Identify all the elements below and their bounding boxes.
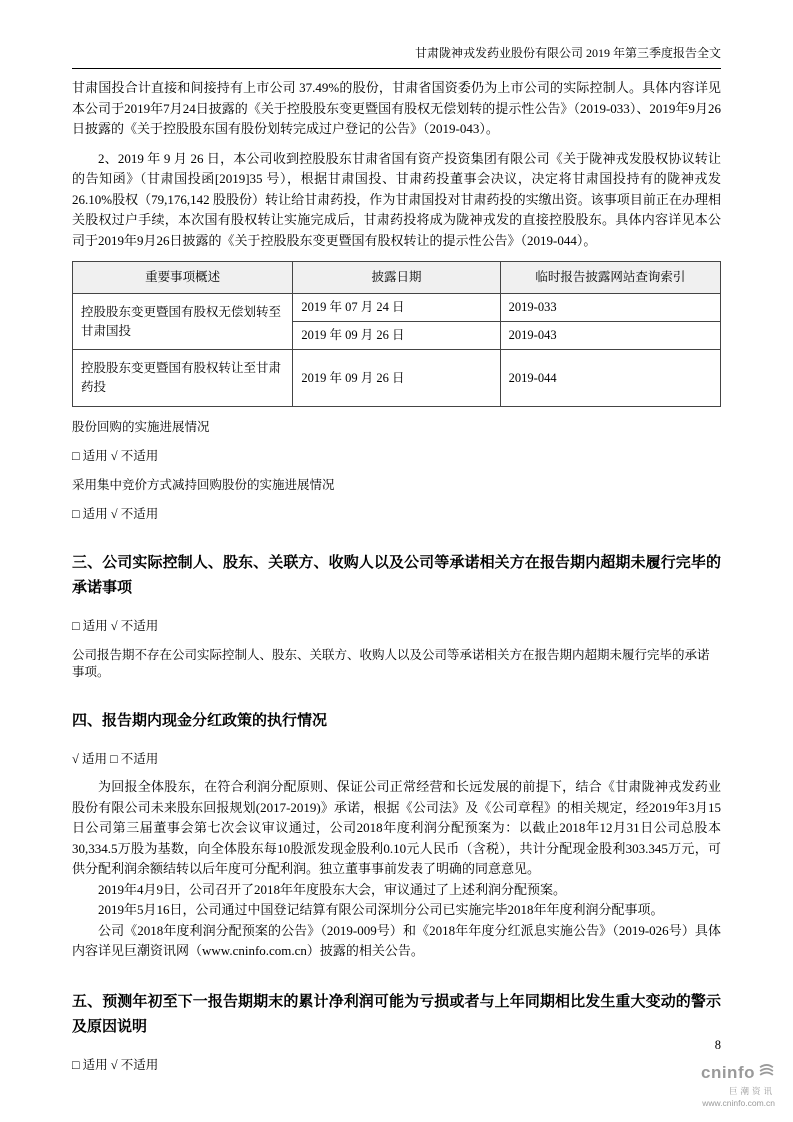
cninfo-wordmark: cninfo	[701, 1063, 755, 1082]
table-cell-summary: 控股股东变更暨国有股权转让至甘肃药投	[73, 350, 293, 407]
page-header	[72, 46, 721, 69]
section4-applicability: √ 适用 □ 不适用	[72, 752, 159, 766]
table-header-date: 披露日期	[293, 262, 500, 294]
cninfo-chinese-name: 巨潮资讯	[728, 1086, 775, 1096]
intro-paragraph-1: 甘肃国投合计直接和间接持有上市公司 37.49%的股份，甘肃省国资委仍为上市公司的实际控制人。具体内容详见本公司于2019年7月24日披露的《关于控股股东变更暨国有股权无偿划转的提示性公告》（2019-033）、2019年9月26日披露的《关于控股股东国有股份划转完成过户登记的公告》（2019-043）。	[72, 80, 721, 136]
intro-paragraph-2: 2、2019 年 9 月 26 日，本公司收到控股股东甘肃省国有资产投资集团有限公司《关于陇神戎发股权协议转让的告知函》（甘肃国投函[2019]35 号），根据甘肃国投、甘肃药投董事会决议，决定将甘肃国投持有的陇神戎发 26.10%股权（79,176,142 股股份）转让给甘肃药投，作为甘肃国投对甘肃药投的实缴出资。该事项目前正在办理相关股权过户手续，本次国有股权转让实施完成后，甘肃药投将成为陇神戎发的直接控股股东。具体内容详见本公司于2019年9月26日披露的《关于控股股东变更暨国有股权转让的提示性公告》（2019-044）。	[72, 150, 721, 248]
section3-applicability: □ 适用 √ 不适用	[72, 619, 159, 633]
cninfo-logo-row	[701, 1062, 775, 1084]
table-row	[73, 294, 721, 322]
table-cell-index: 2019-033	[500, 294, 720, 322]
cninfo-logo	[701, 1062, 775, 1108]
section4-paragraph-3: 2019年5月16日，公司通过中国登记结算有限公司深圳分公司已实施完毕2018年年度利润分配事项。	[98, 902, 664, 917]
cninfo-swirl-icon	[758, 1062, 775, 1084]
section3-heading: 三、公司实际控制人、股东、关联方、收购人以及公司等承诺相关方在报告期内超期未履行完毕的承诺事项	[72, 554, 721, 596]
table-header-index: 临时报告披露网站查询索引	[500, 262, 720, 294]
table-row	[73, 350, 721, 407]
buyback-reduction-applicability: □ 适用 √ 不适用	[72, 507, 159, 521]
table-cell-index: 2019-043	[500, 322, 720, 350]
header-title: 甘肃陇神戎发药业股份有限公司 2019 年第三季度报告全文	[414, 46, 721, 60]
disclosure-table	[72, 261, 721, 407]
table-cell-summary: 控股股东变更暨国有股权无偿划转至甘肃国投	[73, 294, 293, 350]
table-header-summary: 重要事项概述	[73, 262, 293, 294]
table-cell-date: 2019 年 09 月 26 日	[293, 350, 500, 407]
buyback-reduction-label: 采用集中竞价方式减持回购股份的实施进展情况	[72, 478, 335, 492]
section4-paragraph-1: 为回报全体股东，在符合利润分配原则、保证公司正常经营和长远发展的前提下，结合《甘肃陇神戎发药业股份有限公司未来股东回报规划(2017-2019)》承诺，根据《公司法》及《公司章程》的相关规定，经2019年3月15日公司第三届董事会第七次会议审议通过，公司2018年度利润分配预案为：以截止2018年12月31日公司总股本30,334.5万股为基数，向全体股东每10股派发现金股利0.10元人民币（含税），共计分配现金股利303.345万元，可供分配利润余额结转以后年度可分配利润。独立董事事前发表了明确的同意意见。	[72, 779, 721, 876]
section4-paragraph-4: 公司《2018年度利润分配预案的公告》（2019-009号）和《2018年年度分红派息实施公告》（2019-026号）具体内容详见巨潮资讯网（www.cninfo.com.cn）披露的相关公告。	[72, 922, 721, 958]
buyback-applicability: □ 适用 √ 不适用	[72, 449, 159, 463]
section3-body: 公司报告期不存在公司实际控制人、股东、关联方、收购人以及公司等承诺相关方在报告期内超期未履行完毕的承诺事项。	[72, 648, 710, 679]
table-header-row	[73, 262, 721, 294]
section4-heading: 四、报告期内现金分红政策的执行情况	[72, 712, 328, 729]
section5-applicability: □ 适用 √ 不适用	[72, 1057, 159, 1072]
section5-heading: 五、预测年初至下一报告期期末的累计净利润可能为亏损或者与上年同期相比发生重大变动的警示及原因说明	[72, 992, 721, 1035]
table-cell-date: 2019 年 07 月 24 日	[293, 294, 500, 322]
cninfo-url: www.cninfo.com.cn	[702, 1098, 775, 1108]
table-cell-index: 2019-044	[500, 350, 720, 407]
page-number: 8	[714, 1038, 721, 1052]
section4-paragraph-2: 2019年4月9日，公司召开了2018年年度股东大会，审议通过了上述利润分配预案。	[98, 881, 567, 897]
table-cell-date: 2019 年 09 月 26 日	[293, 322, 500, 350]
buyback-progress-label: 股份回购的实施进展情况	[72, 420, 210, 434]
